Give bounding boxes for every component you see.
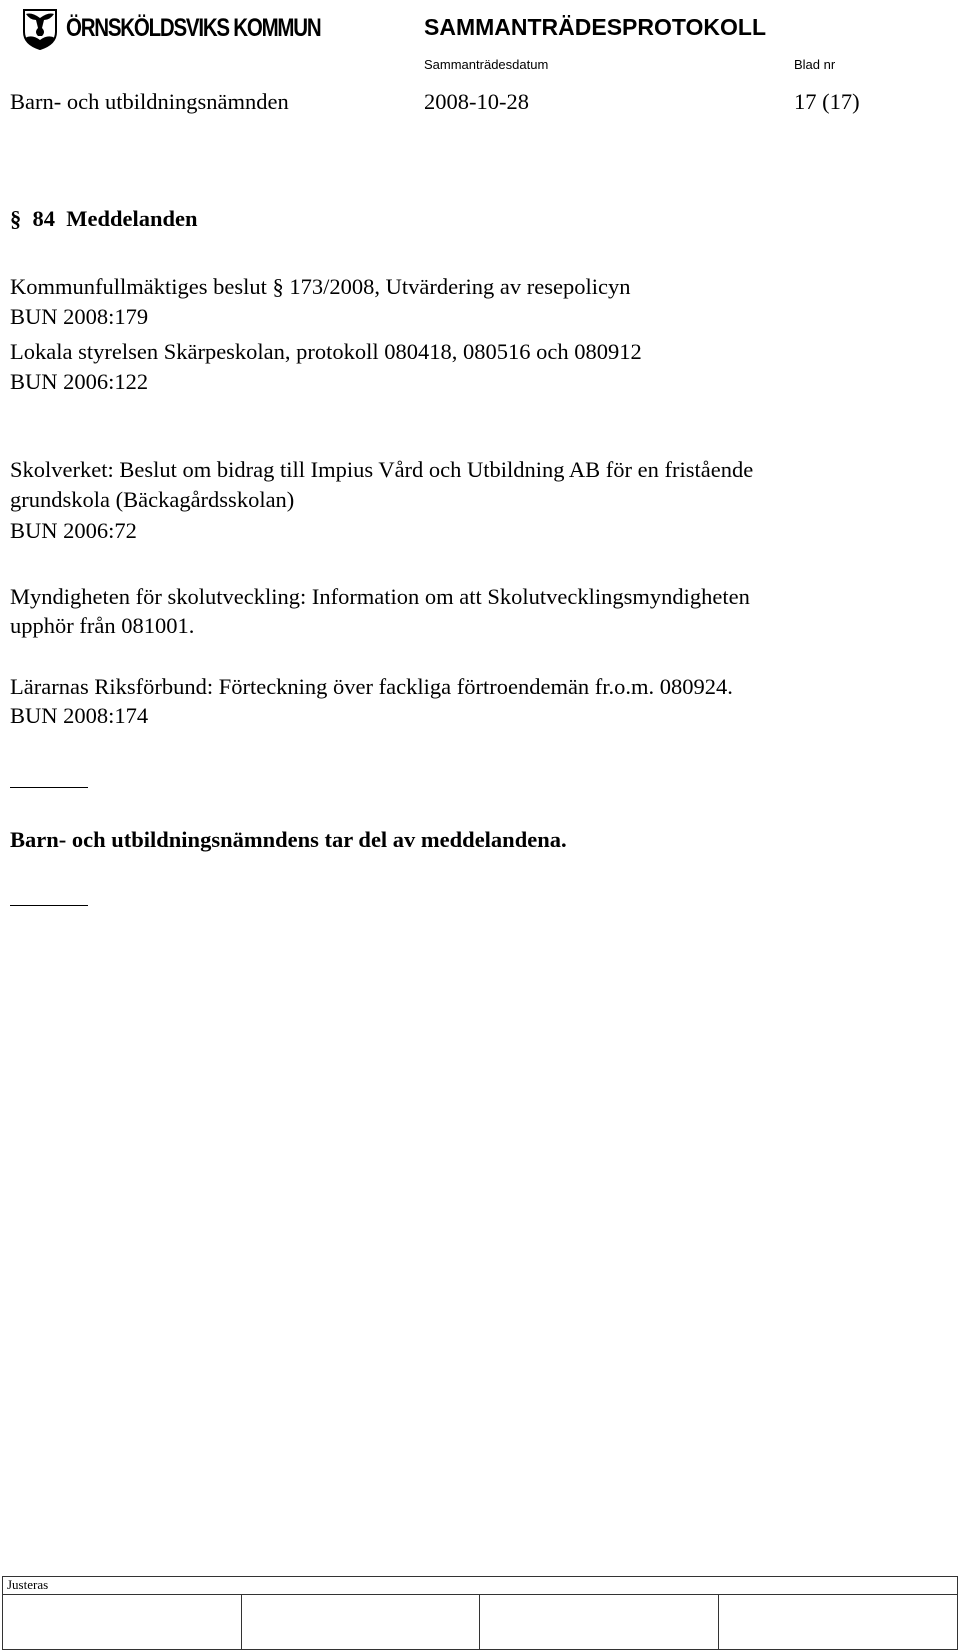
item-line: Kommunfullmäktiges beslut § 173/2008, Utvärdering av resepolicyn — [10, 274, 631, 299]
item-line: Skolverket: Beslut om bidrag till Impius Vård och Utbildning AB för en fristående — [10, 457, 754, 482]
item-line: Myndigheten för skolutveckling: Information om att Skolutvecklingsmyndigheten — [10, 584, 750, 609]
divider — [10, 787, 88, 788]
coat-of-arms-logo — [22, 8, 58, 50]
justeras-table — [2, 1576, 958, 1650]
signature-cell — [241, 1595, 480, 1650]
signature-cell — [480, 1595, 719, 1650]
justeras-label: Justeras — [3, 1577, 958, 1595]
date-label: Sammanträdesdatum — [424, 57, 549, 72]
org-name: ÖRNSKÖLDSVIKS KOMMUN — [66, 14, 321, 42]
section-title: Meddelanden — [66, 206, 198, 231]
committee-name: Barn- och utbildningsnämnden — [10, 89, 289, 114]
item-ref: BUN 2006:122 — [10, 369, 149, 394]
item-line: Lokala styrelsen Skärpeskolan, protokoll 080418, 080516 och 080912 — [10, 339, 642, 364]
divider — [10, 905, 88, 906]
item-line: grundskola (Bäckagårdsskolan) — [10, 487, 295, 512]
signature-cell — [3, 1595, 242, 1650]
section-symbol: § — [10, 206, 22, 231]
meeting-date: 2008-10-28 — [424, 89, 529, 114]
item-line: upphör från 081001. — [10, 613, 195, 638]
item-line: Lärarnas Riksförbund: Förteckning över fackliga förtroendemän fr.o.m. 080924. — [10, 674, 733, 699]
page-number: 17 (17) — [794, 89, 860, 114]
item-ref: BUN 2006:72 — [10, 518, 137, 543]
decision-text: Barn- och utbildningsnämndens tar del av meddelandena. — [10, 827, 567, 852]
doc-type: SAMMANTRÄDESPROTOKOLL — [424, 14, 767, 40]
section-number: 84 — [32, 206, 55, 231]
signature-cell — [718, 1595, 957, 1650]
item-ref: BUN 2008:174 — [10, 703, 149, 728]
page-label: Blad nr — [794, 57, 836, 72]
section-heading — [10, 206, 198, 232]
item-ref: BUN 2008:179 — [10, 304, 149, 329]
